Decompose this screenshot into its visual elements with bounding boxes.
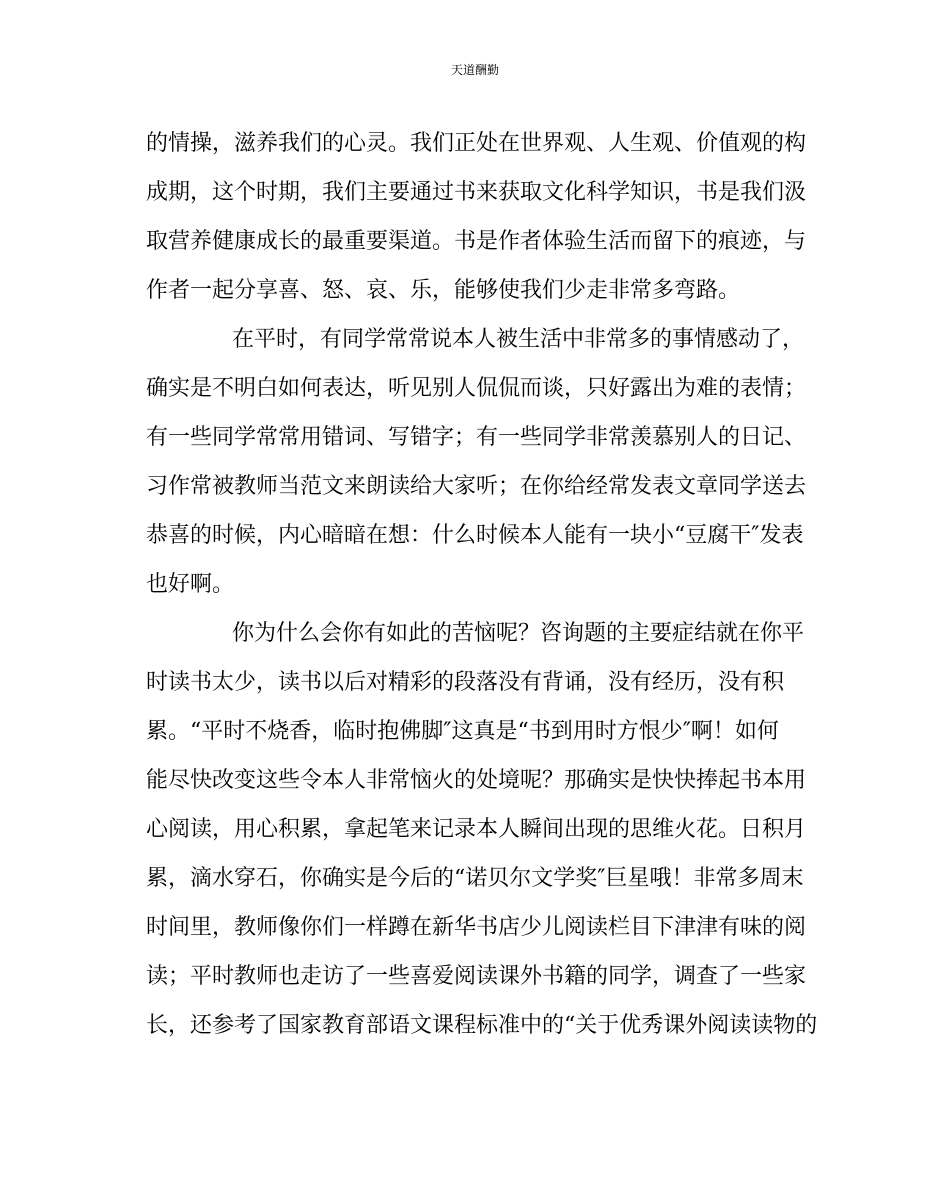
page-header: 天道酬勤 bbox=[450, 63, 499, 77]
text-line: 你为什么会你有如此的苦恼呢？咨询题的主要症结就在你平 bbox=[232, 621, 805, 646]
text-line: 确实是不明白如何表达，听见别人侃侃而谈，只好露出为难的表情； bbox=[146, 376, 807, 401]
text-line: 成期，这个时期，我们主要通过书来获取文化科学知识，书是我们汲 bbox=[146, 180, 807, 205]
text-line: 时读书太少，读书以后对精彩的段落没有背诵，没有经历，没有积 bbox=[146, 670, 785, 695]
text-line: 能尽快改变这些令本人非常恼火的处境呢？那确实是快快捧起书本用 bbox=[146, 768, 807, 793]
text-line: 读；平时教师也走访了一些喜爱阅读课外书籍的同学，调查了一些家 bbox=[146, 964, 807, 989]
text-line: 心阅读，用心积累，拿起笔来记录本人瞬间出现的思维火花。日积月 bbox=[146, 817, 807, 842]
text-line: 累，滴水穿石，你确实是今后的“诺贝尔文学奖″巨星哦！非常多周末 bbox=[146, 866, 804, 891]
text-line: 累。“平时不烧香，临时抱佛脚″这真是“书到用时方恨少″啊！如何 bbox=[146, 719, 779, 744]
text-line: 取营养健康成长的最重要渠道。书是作者体验生活而留下的痕迹，与 bbox=[146, 229, 807, 254]
text-line: 有一些同学常常用错词、写错字；有一些同学非常羡慕别人的日记、 bbox=[146, 425, 807, 450]
text-line: 作者一起分享喜、怒、哀、乐，能够使我们少走非常多弯路。 bbox=[146, 278, 741, 303]
text-line: 恭喜的时候，内心暗暗在想：什么时候本人能有一块小“豆腐干″发表 bbox=[146, 523, 804, 548]
text-line: 也好啊。 bbox=[146, 572, 235, 597]
text-line: 的情操，滋养我们的心灵。我们正处在世界观、人生观、价值观的构 bbox=[146, 131, 807, 156]
text-line: 在平时，有同学常常说本人被生活中非常多的事情感动了， bbox=[232, 327, 805, 352]
text-line: 习作常被教师当范文来朗读给大家听；在你给经常发表文章同学送去 bbox=[146, 474, 807, 499]
text-line: 时间里，教师像你们一样蹲在新华书店少儿阅读栏目下津津有味的阅 bbox=[146, 915, 807, 940]
text-line: 长，还参考了国家教育部语文课程标准中的“关于优秀课外阅读读物的 bbox=[146, 1013, 818, 1038]
